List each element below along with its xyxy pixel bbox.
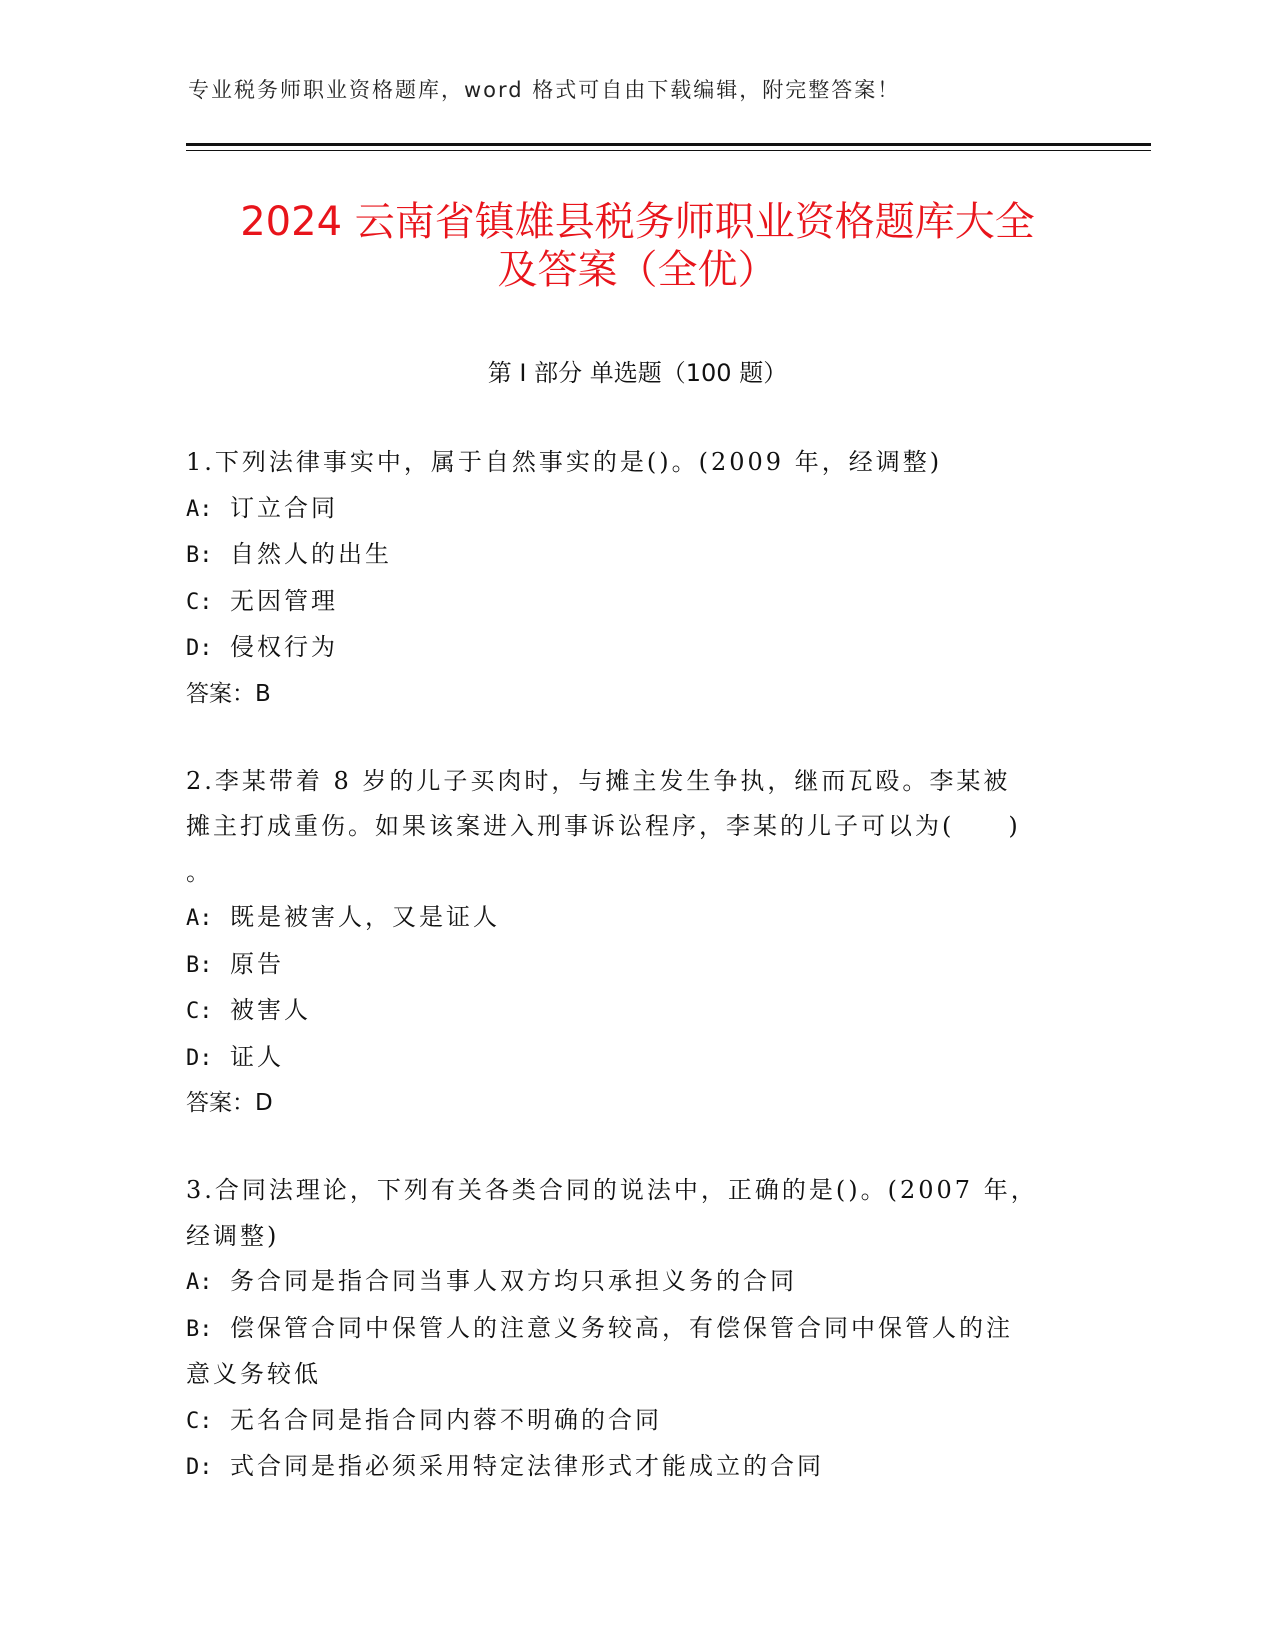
option-letter: A: (186, 496, 213, 522)
question-2 (186, 759, 1086, 1127)
option-a (186, 486, 1086, 533)
answer: 答案：B (186, 680, 271, 707)
question-1 (186, 440, 1086, 717)
option-a (186, 1259, 1086, 1306)
option-d (186, 1035, 1086, 1082)
option-letter: D: (186, 1045, 213, 1071)
option-letter: C: (186, 999, 213, 1024)
option-text: 务合同是指合同当事人双方均只承担义务的合同 (230, 1267, 797, 1295)
header-rule-thick (186, 143, 1151, 146)
option-text: 式合同是指必须采用特定法律形式才能成立的合同 (230, 1452, 824, 1480)
option-d (186, 625, 1086, 672)
option-a (186, 895, 1086, 942)
question-stem-line: 经调整) (186, 1221, 280, 1250)
question-stem-line: 3.合同法理论，下列有关各类合同的说法中，正确的是()。(2007 年， (186, 1176, 1038, 1204)
section-title: 第 I 部分 单选题（100 题） (487, 359, 788, 387)
option-letter: B: (186, 543, 213, 568)
option-text: 侵权行为 (230, 633, 338, 661)
question-3 (186, 1168, 1086, 1491)
option-c (186, 579, 1086, 626)
option-letter: D: (186, 1455, 213, 1480)
answer: 答案：D (186, 1090, 273, 1116)
option-d (186, 1444, 1086, 1491)
header-rule-thin (186, 150, 1151, 151)
option-b (186, 532, 1086, 579)
question-list (186, 440, 1086, 1533)
option-text: 无名合同是指合同内蓉不明确的合同 (230, 1405, 662, 1434)
option-text: 既是被害人，又是证人 (230, 903, 500, 931)
option-text: 证人 (230, 1042, 284, 1071)
option-b-continuation: 意义务较低 (186, 1360, 321, 1388)
option-letter: A: (186, 1270, 213, 1295)
option-letter: C: (186, 589, 213, 615)
option-b (186, 1306, 1086, 1353)
option-b (186, 942, 1086, 989)
question-stem-line: 。 (186, 857, 213, 886)
option-letter: C: (186, 1408, 213, 1434)
option-c (186, 988, 1086, 1035)
option-text: 无因管理 (230, 586, 338, 615)
header-note: 专业税务师职业资格题库，word 格式可自由下载编辑，附完整答案！ (188, 78, 901, 102)
option-letter: B: (186, 952, 213, 978)
option-c (186, 1398, 1086, 1445)
option-text: 被害人 (230, 996, 311, 1024)
question-stem-line: 摊主打成重伤。如果该案进入刑事诉讼程序，李某的儿子可以为( ) (186, 812, 1021, 840)
title-line-2: 及答案（全优） (497, 247, 778, 293)
option-text: 偿保管合同中保管人的注意义务较高，有偿保管合同中保管人的注 (230, 1313, 1013, 1342)
option-letter: D: (186, 636, 213, 661)
question-stem-line: 1.下列法律事实中，属于自然事实的是()。(2009 年，经调整) (186, 448, 943, 476)
option-letter: B: (186, 1316, 213, 1342)
option-letter: A: (186, 906, 213, 931)
document-title (150, 198, 1125, 294)
option-text: 订立合同 (230, 493, 338, 522)
option-text: 自然人的出生 (230, 540, 392, 568)
title-line-1: 2024 云南省镇雄县税务师职业资格题库大全 (240, 199, 1035, 245)
option-text: 原告 (230, 949, 284, 978)
question-stem-line: 2.李某带着 8 岁的儿子买肉时，与摊主发生争执，继而瓦殴。李某被 (186, 766, 1011, 795)
